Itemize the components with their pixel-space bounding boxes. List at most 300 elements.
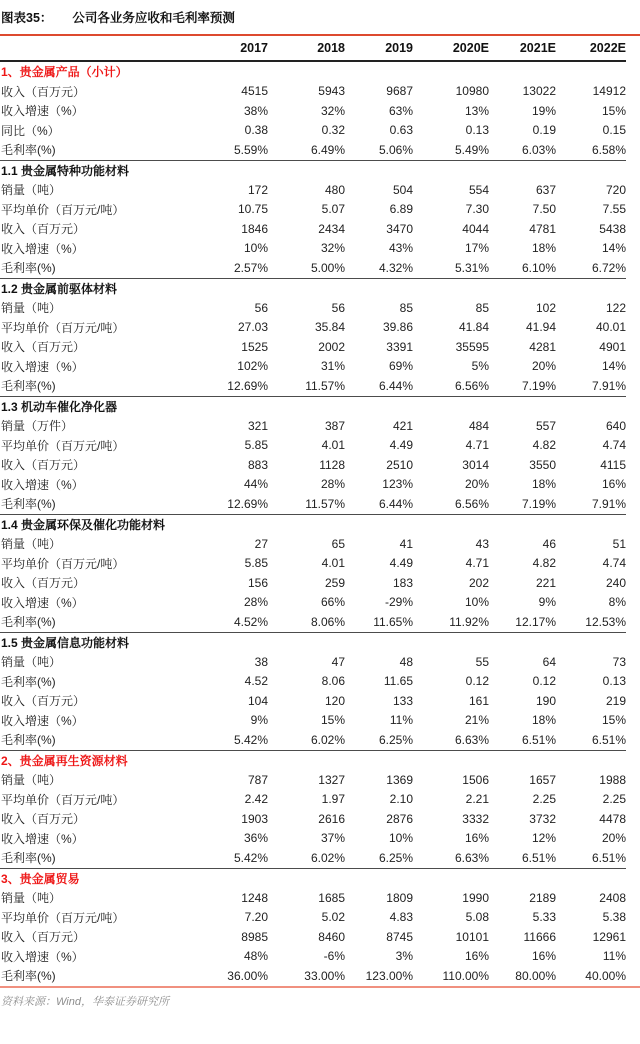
cell-value: 31%	[320, 359, 345, 374]
table-row	[0, 770, 626, 790]
section-heading: 1.3 机动车催化净化器	[0, 396, 626, 416]
row-label: 收入（百万元）	[1, 694, 86, 709]
table-row	[0, 318, 626, 338]
table-row	[0, 455, 626, 475]
cell-value: 14%	[601, 359, 626, 374]
cell-value: 11.92%	[449, 614, 489, 629]
cell-value: 3014	[462, 457, 489, 472]
cell-value: 12.69%	[227, 496, 268, 511]
row-label: 收入（百万元）	[1, 458, 86, 473]
cell-value: 8%	[608, 595, 626, 610]
cell-value: 1327	[318, 772, 345, 787]
cell-value: 883	[247, 457, 268, 472]
table-row	[0, 219, 626, 239]
cell-value: 2.25	[532, 792, 556, 807]
cell-value: 122	[605, 300, 626, 315]
cell-value: 10101	[455, 929, 489, 944]
cell-value: 41.94	[525, 320, 556, 335]
cell-value: 48	[399, 654, 413, 669]
cell-value: 6.63%	[454, 850, 489, 865]
cell-value: 6.51%	[521, 732, 556, 747]
cell-value: 5.38	[602, 910, 626, 925]
row-label: 销量（万件）	[1, 419, 74, 434]
cell-value: 36%	[243, 831, 268, 846]
year-column-header: 2019	[345, 36, 413, 61]
cell-value: 20%	[464, 477, 489, 492]
cell-value: 16%	[464, 949, 489, 964]
row-label: 销量（吨）	[1, 183, 62, 198]
cell-value: 5.33	[532, 910, 556, 925]
cell-value: 11%	[389, 713, 413, 728]
cell-value: 1506	[462, 772, 489, 787]
table-row	[0, 573, 626, 593]
cell-value: 40.00%	[585, 968, 626, 983]
cell-value: 46	[542, 536, 556, 551]
row-label: 毛利率(%)	[1, 143, 56, 158]
cell-value: 0.19	[532, 123, 556, 138]
row-label: 平均单价（百万元/吨）	[1, 438, 125, 453]
cell-value: 3470	[386, 221, 413, 236]
cell-value: 6.72%	[591, 260, 626, 275]
cell-value: 504	[392, 182, 413, 197]
cell-value: 28%	[320, 477, 345, 492]
cell-value: 11.65	[383, 674, 413, 689]
cell-value: 40.01	[595, 320, 626, 335]
cell-value: 16%	[601, 477, 626, 492]
figure-label: 图表35：	[1, 11, 53, 25]
table-row	[0, 337, 626, 357]
cell-value: 11.57%	[305, 496, 345, 511]
cell-value: 4.52%	[233, 614, 268, 629]
row-label: 毛利率(%)	[1, 379, 56, 394]
section-heading: 1.5 贵金属信息功能材料	[0, 632, 626, 652]
cell-value: 5.85	[244, 556, 268, 571]
cell-value: 2189	[529, 890, 556, 905]
cell-value: 4901	[599, 339, 626, 354]
cell-value: 80.00%	[515, 968, 556, 983]
figure-title-row	[0, 9, 640, 27]
cell-value: 43%	[388, 241, 413, 256]
section-heading: 2、贵金属再生资源材料	[0, 750, 626, 770]
cell-value: 12.69%	[227, 378, 268, 393]
table-row	[0, 848, 626, 868]
cell-value: 2510	[386, 457, 413, 472]
year-column-header: 2021E	[489, 36, 556, 61]
cell-value: 6.44%	[378, 378, 413, 393]
cell-value: 8985	[241, 929, 268, 944]
cell-value: 4281	[529, 339, 556, 354]
cell-value: 5.31%	[454, 260, 489, 275]
cell-value: 4781	[529, 221, 556, 236]
row-label: 毛利率(%)	[1, 674, 56, 689]
cell-value: 10%	[243, 241, 268, 256]
table-row	[0, 357, 626, 377]
cell-value: 69%	[388, 359, 413, 374]
cell-value: 387	[324, 418, 345, 433]
cell-value: 4.01	[321, 556, 345, 571]
table-row	[0, 436, 626, 456]
cell-value: 12.17%	[515, 614, 556, 629]
year-column-header: 2017	[200, 36, 268, 61]
section-heading-row	[0, 750, 626, 770]
cell-value: 0.12	[465, 674, 489, 689]
cell-value: 7.19%	[521, 378, 556, 393]
table-row	[0, 534, 626, 554]
cell-value: 38%	[243, 103, 268, 118]
cell-value: 6.58%	[591, 142, 626, 157]
cell-value: 65	[331, 536, 345, 551]
source-note: 资料来源：Wind，华泰证券研究所	[1, 995, 169, 1008]
cell-value: 56	[254, 300, 268, 315]
cell-value: 3332	[462, 811, 489, 826]
cell-value: 47	[331, 654, 345, 669]
section-heading-row	[0, 160, 626, 180]
cell-value: 480	[324, 182, 345, 197]
cell-value: 37%	[320, 831, 345, 846]
cell-value: 85	[475, 300, 489, 315]
cell-value: 8745	[386, 929, 413, 944]
cell-value: 20%	[531, 359, 556, 374]
cell-value: 2.25	[602, 792, 626, 807]
bottom-accent-line	[0, 986, 640, 988]
table-row	[0, 809, 626, 829]
cell-value: 10%	[388, 831, 413, 846]
cell-value: 5.85	[244, 438, 268, 453]
cell-value: 6.51%	[591, 850, 626, 865]
table-row	[0, 180, 626, 200]
cell-value: 8.06%	[310, 614, 345, 629]
cell-value: 133	[392, 693, 413, 708]
cell-value: 5.59%	[233, 142, 268, 157]
cell-value: 6.49%	[310, 142, 345, 157]
cell-value: 11.65%	[373, 614, 413, 629]
table-row	[0, 947, 626, 967]
cell-value: 5.00%	[310, 260, 345, 275]
cell-value: 32%	[320, 103, 345, 118]
row-label: 平均单价（百万元/吨）	[1, 910, 125, 925]
row-label: 收入增速（%）	[1, 831, 84, 846]
cell-value: 18%	[531, 713, 556, 728]
cell-value: 1846	[241, 221, 268, 236]
cell-value: 36.00%	[227, 968, 268, 983]
row-label: 平均单价（百万元/吨）	[1, 202, 125, 217]
cell-value: 3%	[395, 949, 413, 964]
row-label: 收入增速（%）	[1, 713, 84, 728]
section-heading-row	[0, 61, 626, 82]
row-label: 收入增速（%）	[1, 595, 84, 610]
cell-value: 5%	[471, 359, 489, 374]
cell-value: 41.84	[458, 320, 489, 335]
cell-value: 2.57%	[233, 260, 268, 275]
cell-value: 9%	[538, 595, 556, 610]
row-label: 收入增速（%）	[1, 949, 84, 964]
cell-value: 2002	[318, 339, 345, 354]
cell-value: 64	[542, 654, 556, 669]
row-label: 收入增速（%）	[1, 241, 84, 256]
cell-value: 5943	[318, 84, 345, 99]
table-row	[0, 927, 626, 947]
table-row	[0, 593, 626, 613]
cell-value: 4.49	[389, 556, 413, 571]
row-label-header	[0, 36, 200, 61]
cell-value: 1685	[318, 890, 345, 905]
cell-value: 6.10%	[521, 260, 556, 275]
cell-value: 20%	[601, 831, 626, 846]
cell-value: 0.63	[389, 123, 413, 138]
table-row	[0, 730, 626, 750]
cell-value: 5.49%	[454, 142, 489, 157]
cell-value: 6.51%	[521, 850, 556, 865]
cell-value: 6.02%	[310, 732, 345, 747]
cell-value: 7.55	[602, 202, 626, 217]
cell-value: 321	[247, 418, 268, 433]
row-label: 毛利率(%)	[1, 733, 56, 748]
cell-value: 4.74	[602, 438, 626, 453]
cell-value: 5.42%	[233, 732, 268, 747]
cell-value: 3732	[529, 811, 556, 826]
cell-value: 0.38	[244, 123, 268, 138]
cell-value: 11.57%	[305, 378, 345, 393]
table-row	[0, 612, 626, 632]
cell-value: 4.83	[389, 910, 413, 925]
cell-value: 85	[399, 300, 413, 315]
cell-value: 4.52	[244, 674, 268, 689]
cell-value: 6.51%	[591, 732, 626, 747]
row-label: 销量（吨）	[1, 773, 62, 788]
cell-value: 421	[392, 418, 413, 433]
cell-value: 16%	[464, 831, 489, 846]
cell-value: 12%	[531, 831, 556, 846]
row-label: 收入增速（%）	[1, 104, 84, 119]
cell-value: 6.25%	[378, 850, 413, 865]
cell-value: 11%	[602, 949, 626, 964]
cell-value: 4.32%	[378, 260, 413, 275]
cell-value: 28%	[243, 595, 268, 610]
cell-value: 3550	[529, 457, 556, 472]
table-row	[0, 908, 626, 928]
cell-value: 15%	[601, 713, 626, 728]
cell-value: 0.12	[532, 674, 556, 689]
cell-value: 7.50	[532, 202, 556, 217]
row-label: 毛利率(%)	[1, 497, 56, 512]
cell-value: 15%	[320, 713, 345, 728]
cell-value: 1248	[241, 890, 268, 905]
cell-value: 0.13	[602, 674, 626, 689]
cell-value: 4115	[600, 457, 626, 472]
cell-value: 484	[468, 418, 489, 433]
table-row	[0, 376, 626, 396]
table-row	[0, 82, 626, 102]
cell-value: 1128	[319, 457, 345, 472]
row-label: 收入（百万元）	[1, 340, 86, 355]
row-label: 销量（吨）	[1, 537, 62, 552]
cell-value: 102%	[237, 359, 268, 374]
table-row	[0, 475, 626, 495]
cell-value: 4515	[241, 84, 268, 99]
section-heading-row	[0, 278, 626, 298]
cell-value: 720	[605, 182, 626, 197]
cell-value: 0.13	[465, 123, 489, 138]
cell-value: 2408	[599, 890, 626, 905]
cell-value: 1903	[241, 811, 268, 826]
cell-value: 5.08	[465, 910, 489, 925]
cell-value: 202	[468, 575, 489, 590]
table-row	[0, 829, 626, 849]
section-heading: 1、贵金属产品（小计）	[1, 65, 128, 80]
row-label: 销量（吨）	[1, 301, 62, 316]
cell-value: 21%	[464, 713, 489, 728]
cell-value: 14912	[592, 84, 626, 99]
section-heading: 1.1 贵金属特种功能材料	[0, 160, 626, 180]
cell-value: 7.91%	[591, 378, 626, 393]
cell-value: 2434	[318, 221, 345, 236]
table-row	[0, 554, 626, 574]
cell-value: 0.32	[321, 123, 345, 138]
cell-value: 32%	[320, 241, 345, 256]
cell-value: 5438	[599, 221, 626, 236]
table-row	[0, 966, 626, 986]
row-label: 同比（%）	[1, 123, 60, 138]
cell-value: 240	[605, 575, 626, 590]
row-label: 收入（百万元）	[1, 812, 86, 827]
row-label: 收入增速（%）	[1, 359, 84, 374]
cell-value: 4.71	[465, 438, 489, 453]
cell-value: 35.84	[314, 320, 345, 335]
cell-value: 63%	[388, 103, 413, 118]
cell-value: 5.42%	[233, 850, 268, 865]
cell-value: 6.56%	[454, 496, 489, 511]
row-label: 收入（百万元）	[1, 576, 86, 591]
cell-value: 43	[475, 536, 489, 551]
cell-value: 6.56%	[454, 378, 489, 393]
cell-value: 5.06%	[378, 142, 413, 157]
cell-value: 39.86	[382, 320, 413, 335]
row-label: 销量（吨）	[1, 891, 62, 906]
cell-value: 7.20	[244, 910, 268, 925]
section-heading-row	[0, 514, 626, 534]
table-row	[0, 652, 626, 672]
table-row	[0, 672, 626, 692]
table-row	[0, 140, 626, 160]
cell-value: 6.63%	[454, 732, 489, 747]
section-heading: 1.4 贵金属环保及催化功能材料	[0, 514, 626, 534]
row-label: 平均单价（百万元/吨）	[1, 320, 125, 335]
cell-value: 1988	[599, 772, 626, 787]
cell-value: 9%	[250, 713, 268, 728]
cell-value: 35595	[455, 339, 489, 354]
cell-value: 4.49	[389, 438, 413, 453]
cell-value: 787	[247, 772, 268, 787]
cell-value: 27.03	[237, 320, 268, 335]
cell-value: 18%	[531, 477, 556, 492]
cell-value: 8460	[318, 929, 345, 944]
table-row	[0, 711, 626, 731]
cell-value: 12.53%	[585, 614, 626, 629]
cell-value: 6.89	[389, 202, 413, 217]
cell-value: 14%	[601, 241, 626, 256]
section-heading: 3、贵金属贸易	[0, 868, 626, 888]
cell-value: 41	[399, 536, 413, 551]
cell-value: 123.00%	[365, 968, 413, 983]
cell-value: -29%	[384, 595, 413, 610]
section-heading-row	[0, 396, 626, 416]
cell-value: 123%	[382, 477, 413, 492]
cell-value: 7.91%	[591, 496, 626, 511]
section-heading: 1.2 贵金属前驱体材料	[0, 278, 626, 298]
table-row	[0, 494, 626, 514]
cell-value: 110.00%	[442, 968, 489, 983]
year-header-row	[0, 36, 626, 61]
table-row	[0, 200, 626, 220]
year-column-header: 2020E	[413, 36, 489, 61]
section-heading-row	[0, 868, 626, 888]
cell-value: 637	[535, 182, 556, 197]
row-label: 平均单价（百万元/吨）	[1, 792, 125, 807]
cell-value: 259	[324, 575, 345, 590]
cell-value: 4.71	[465, 556, 489, 571]
cell-value: 38	[254, 654, 268, 669]
cell-value: 2.10	[389, 792, 413, 807]
cell-value: 6.03%	[521, 142, 556, 157]
cell-value: 7.30	[465, 202, 489, 217]
cell-value: 33.00%	[304, 968, 345, 983]
cell-value: 221	[535, 575, 556, 590]
cell-value: -6%	[323, 949, 345, 964]
cell-value: 51	[612, 536, 626, 551]
cell-value: 4478	[599, 811, 626, 826]
table-row	[0, 121, 626, 141]
cell-value: 48%	[243, 949, 268, 964]
cell-value: 120	[324, 693, 345, 708]
cell-value: 4.82	[532, 556, 556, 571]
cell-value: 10980	[455, 84, 489, 99]
cell-value: 640	[605, 418, 626, 433]
cell-value: 13%	[464, 103, 489, 118]
cell-value: 66%	[320, 595, 345, 610]
cell-value: 55	[475, 654, 489, 669]
row-label: 毛利率(%)	[1, 969, 56, 984]
cell-value: 183	[392, 575, 413, 590]
forecast-table	[0, 36, 626, 986]
cell-value: 557	[535, 418, 556, 433]
cell-value: 44%	[243, 477, 268, 492]
cell-value: 156	[247, 575, 268, 590]
table-row	[0, 790, 626, 810]
year-column-header: 2018	[268, 36, 345, 61]
cell-value: 172	[247, 182, 268, 197]
cell-value: 3391	[386, 339, 413, 354]
cell-value: 4.74	[602, 556, 626, 571]
table-row	[0, 416, 626, 436]
cell-value: 4044	[462, 221, 489, 236]
table-row	[0, 239, 626, 259]
cell-value: 2.21	[465, 792, 489, 807]
cell-value: 1.97	[321, 792, 345, 807]
row-label: 平均单价（百万元/吨）	[1, 556, 125, 571]
cell-value: 1525	[241, 339, 268, 354]
row-label: 收入（百万元）	[1, 930, 86, 945]
cell-value: 16%	[531, 949, 556, 964]
cell-value: 1369	[386, 772, 413, 787]
cell-value: 190	[535, 693, 556, 708]
cell-value: 6.44%	[378, 496, 413, 511]
cell-value: 104	[247, 693, 268, 708]
row-label: 收入（百万元）	[1, 222, 86, 237]
cell-value: 0.15	[602, 123, 626, 138]
cell-value: 2876	[386, 811, 413, 826]
cell-value: 1657	[529, 772, 556, 787]
cell-value: 27	[254, 536, 268, 551]
